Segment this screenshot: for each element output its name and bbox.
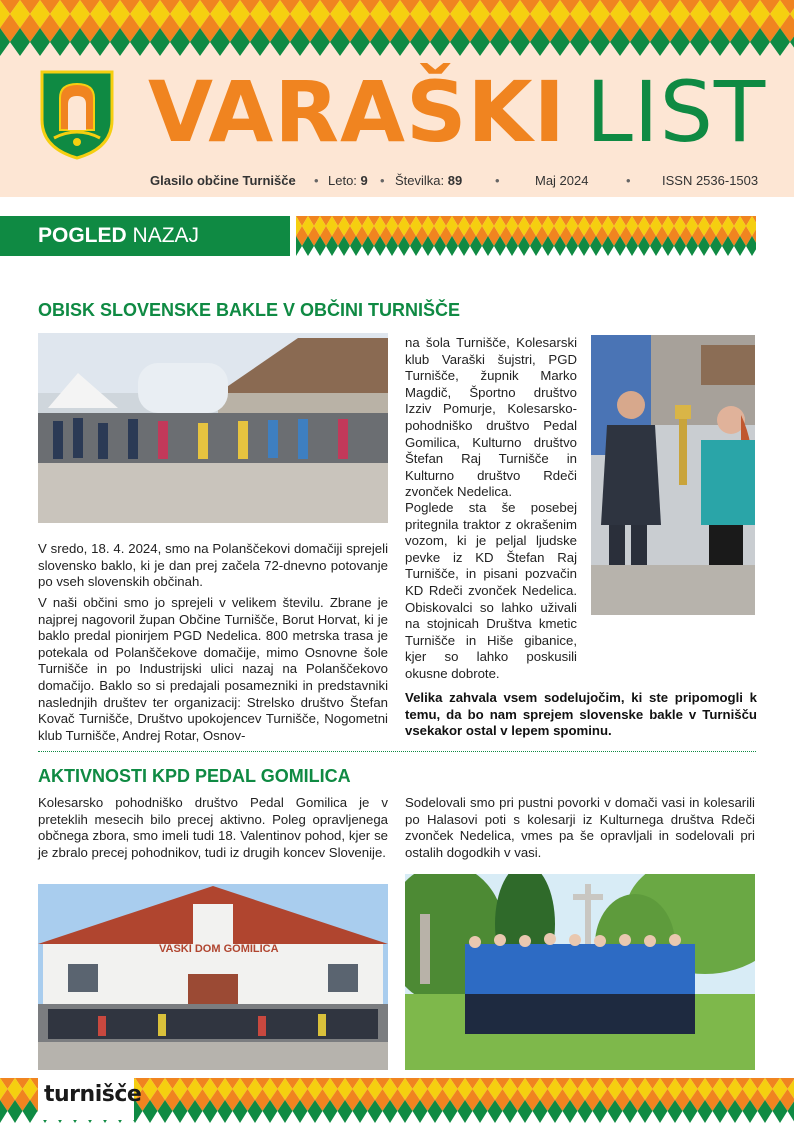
article-separator	[38, 751, 756, 752]
section-title: POGLED NAZAJ	[38, 224, 200, 247]
article-heading: AKTIVNOSTI KPD PEDAL GOMILICA	[38, 766, 351, 786]
meta-bullet: •	[626, 173, 631, 188]
article-paragraph: V sredo, 18. 4. 2024, smo na Polanščekovi domačiji sprejeli slovensko baklo, ki je dan prej začela 72-dnevno potovanje po vseh slovenskih občinah.	[38, 541, 388, 590]
meta-issn: ISSN 2536-1503	[662, 173, 759, 188]
article-paragraph: Poglede sta še posebej pritegnila traktor z okrašenim vozom, ki je peljal ljudske pevke iz KD Štefan Raj Turnišče, in pisani pozvačin KD Rdeči zvonček Nedelica. Obiskovalci so lahko uživali na stojnicah Društva kmetic Turnišče in Hiše gibanice, kjer so lahko poskusili okusne dobrote.	[405, 500, 577, 681]
masthead-subtitle: Glasilo občine Turnišče	[150, 173, 296, 188]
meta-issue: Številka: 89	[395, 173, 463, 188]
park-cyclists-group-photo	[405, 874, 755, 1070]
meta-date: Maj 2024	[535, 173, 589, 188]
meta-bullet: •	[495, 173, 500, 188]
masthead-title-secondary: LIST	[586, 63, 767, 161]
top-diamond-pattern	[0, 0, 794, 62]
article-heading: OBISK SLOVENSKE BAKLE V OBČINI TURNIŠČE	[38, 300, 461, 320]
footer-logo-text: turnišče	[44, 1082, 142, 1107]
banner-diamond-pattern	[296, 216, 756, 256]
torch-handover-photo	[591, 335, 755, 615]
building-sign: VAŠKI DOM GOMILICA	[159, 943, 279, 955]
meta-bullet: •	[314, 173, 319, 188]
municipality-crest-icon	[38, 68, 116, 160]
masthead-title-main: VARAŠKI	[148, 63, 566, 161]
meta-year: Leto: 9	[328, 173, 368, 188]
article-paragraph: na šola Turnišče, Kolesarski klub Varaški šujstri, PGD Turnišče, župnik Marko Magdič, Športno društvo Izziv Pomurje, Kolesarsko-pohodniško društvo Pedal Gomilica, Kulturno društvo Štefan Raj Turnišče in Kulturno društvo Rdeči zvonček Nedelica.	[405, 335, 577, 500]
village-hall-group-photo	[38, 884, 388, 1070]
article-paragraph: V naši občini smo jo sprejeli v velikem številu. Zbrane je najprej nagovoril župan Občine Turnišče, Borut Horvat, ki je baklo predal pionirjem PGD Nedelica. 800 metrska trasa je potekala od Polanščekove domačije, mimo Osnovne šole Turnišče in po Industrijski ulici nazaj na Polanščekovo domačijo. Baklo so si predajali posamezniki in predstavniki naslednjih društev ter organizacij: Strelsko društvo Štefan Kovač Turnišče, Društvo upokojencev Turnišče, Nogometni klub Turnišče, Andrej Rotar, Osnov-	[38, 595, 388, 743]
article-thanks: Velika zahvala vsem sodelujočim, ki ste pripomogli k temu, da bo nam sprejem slovenske bakle v Turnišču vsekakor ostal v lepem spominu.	[405, 690, 757, 739]
meta-bullet: •	[380, 173, 385, 188]
article-paragraph: Kolesarsko pohodniško društvo Pedal Gomilica je v preteklih mesecih bilo precej aktivno. Poleg opravljenega občnega zbora, smo imeli tudi 18. Valentinov pohod, kjer se je zbralo precej pohodnikov, tudi iz drugih koncev Slovenije.	[38, 795, 388, 860]
article-paragraph: Sodelovali smo pri pustni povorki v domači vasi in kolesarili po Halasovi poti s kolesarji iz Kulturnega društva Rdeči zvonček Nedelica, vmes pa še opravljali in sodelovali pri ostalih dogodkih v vasi.	[405, 795, 755, 860]
torch-welcome-crowd-photo	[38, 333, 388, 523]
